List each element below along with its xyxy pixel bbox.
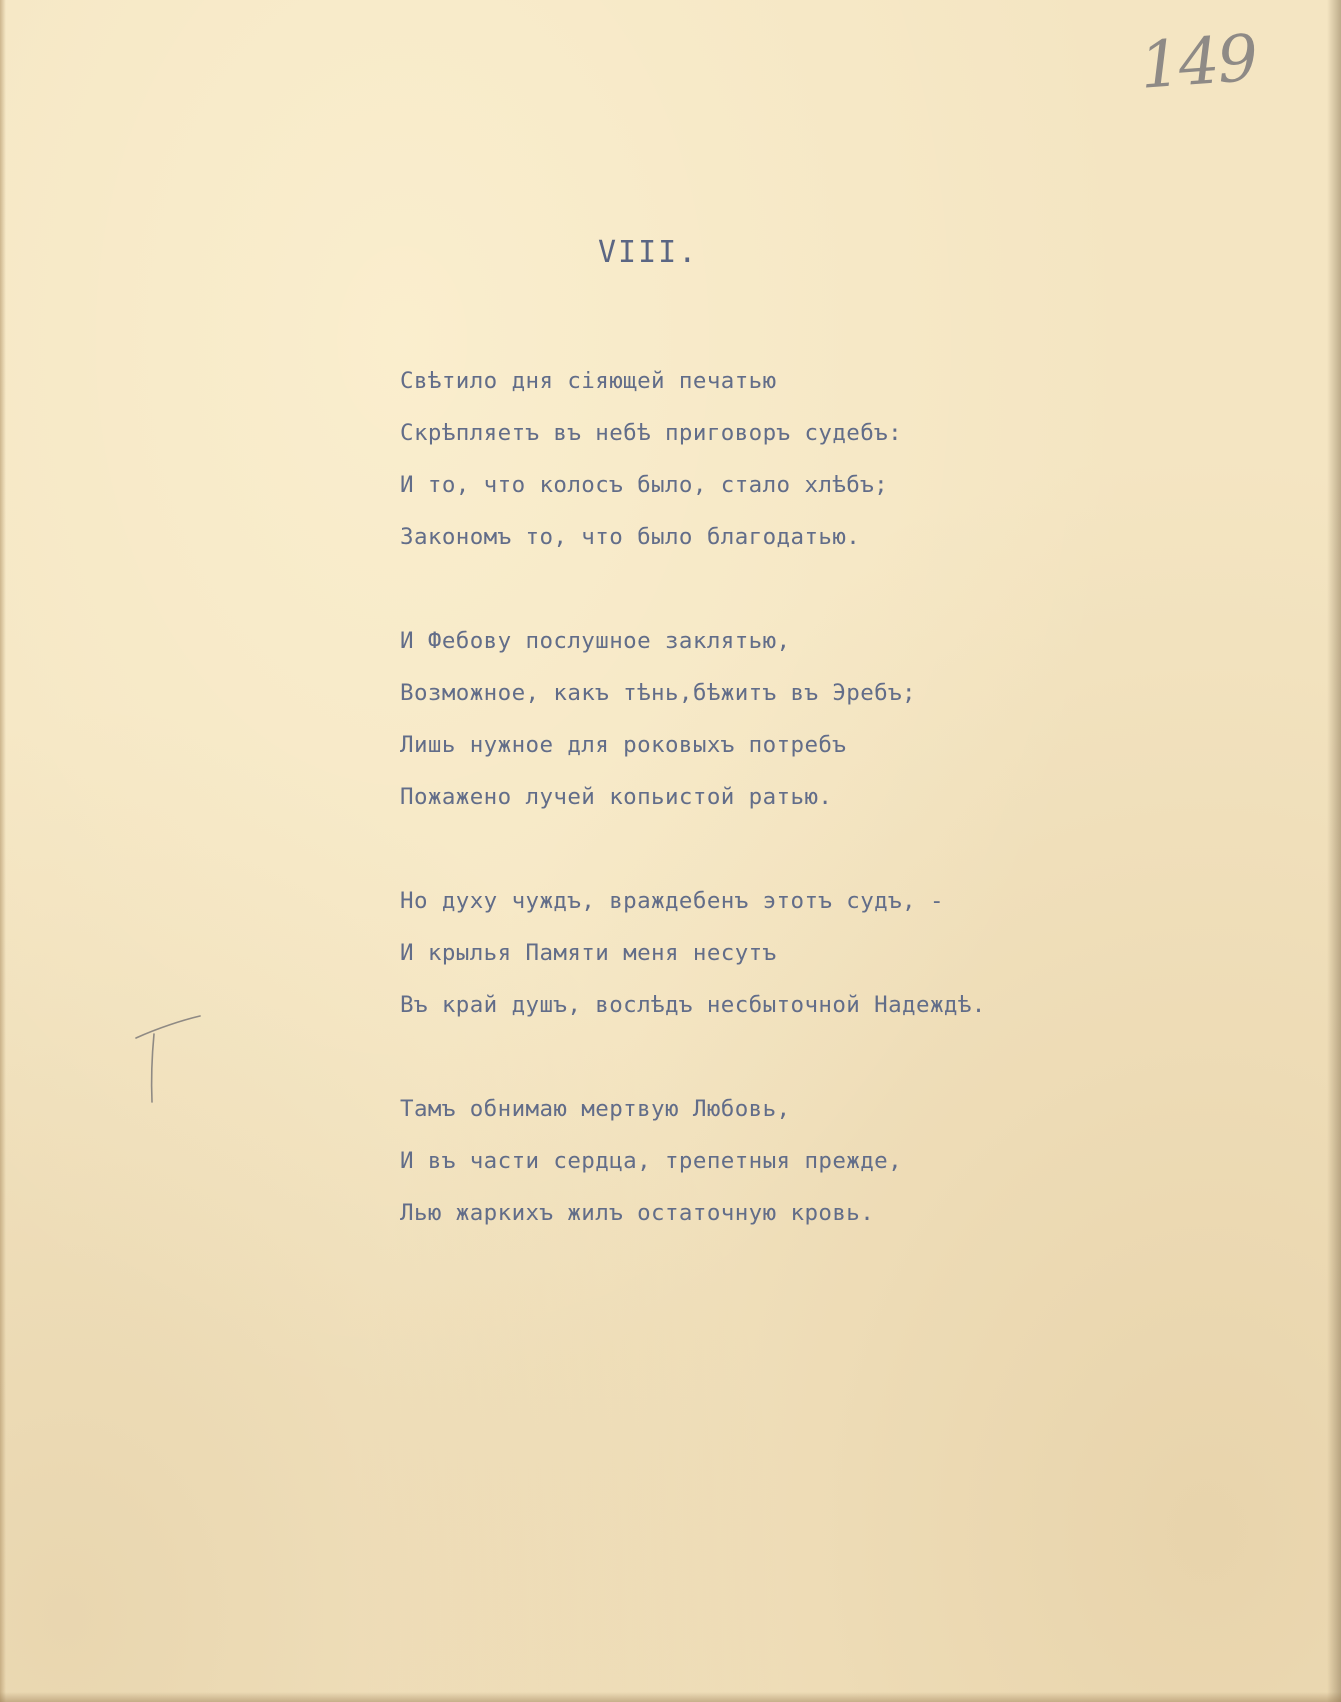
stanza-3 <box>400 875 1160 1031</box>
poem-line: Возможное, какъ тѣнь,бѣжитъ въ Эребъ; <box>400 680 917 706</box>
poem-line: Но духу чуждъ, враждебенъ этотъ судъ, - <box>400 888 944 914</box>
poem-line: И то, что колосъ было, стало хлѣбъ; <box>400 472 889 498</box>
poem-line: Тамъ обнимаю мертвую Любовь, <box>400 1096 791 1122</box>
paper-edge-left <box>0 0 6 1702</box>
poem-body <box>400 355 1160 1291</box>
poem-line: И Фебову послушное заклятью, <box>400 628 791 654</box>
poem-line: Закономъ то, что было благодатью. <box>400 524 861 550</box>
poem-line: И въ части сердца, трепетныя прежде, <box>400 1148 903 1174</box>
paper-edge-right <box>1327 0 1341 1702</box>
poem-line: Пожажено лучей копьистой ратью. <box>400 784 833 810</box>
poem-line: Въ край душъ, вослѣдъ несбыточной Надеждѣ. <box>400 992 986 1018</box>
poem-line: Лишь нужное для роковыхъ потребъ <box>400 732 847 758</box>
folio-number: 149 <box>1137 21 1259 104</box>
stanza-4 <box>400 1083 1160 1239</box>
stanza-1 <box>400 355 1160 563</box>
stanza-2 <box>400 615 1160 823</box>
pencil-mark-icon <box>128 1010 208 1110</box>
poem-line: Скрѣпляетъ въ небѣ приговоръ судебъ: <box>400 420 903 446</box>
poem-line: Свѣтило дня сіяющей печатью <box>400 368 777 394</box>
section-heading: VIII. <box>598 235 699 270</box>
poem-line: Лью жаркихъ жилъ остаточную кровь. <box>400 1200 875 1226</box>
paper-edge-bottom <box>0 1692 1341 1702</box>
poem-line: И крылья Памяти меня несутъ <box>400 940 777 966</box>
